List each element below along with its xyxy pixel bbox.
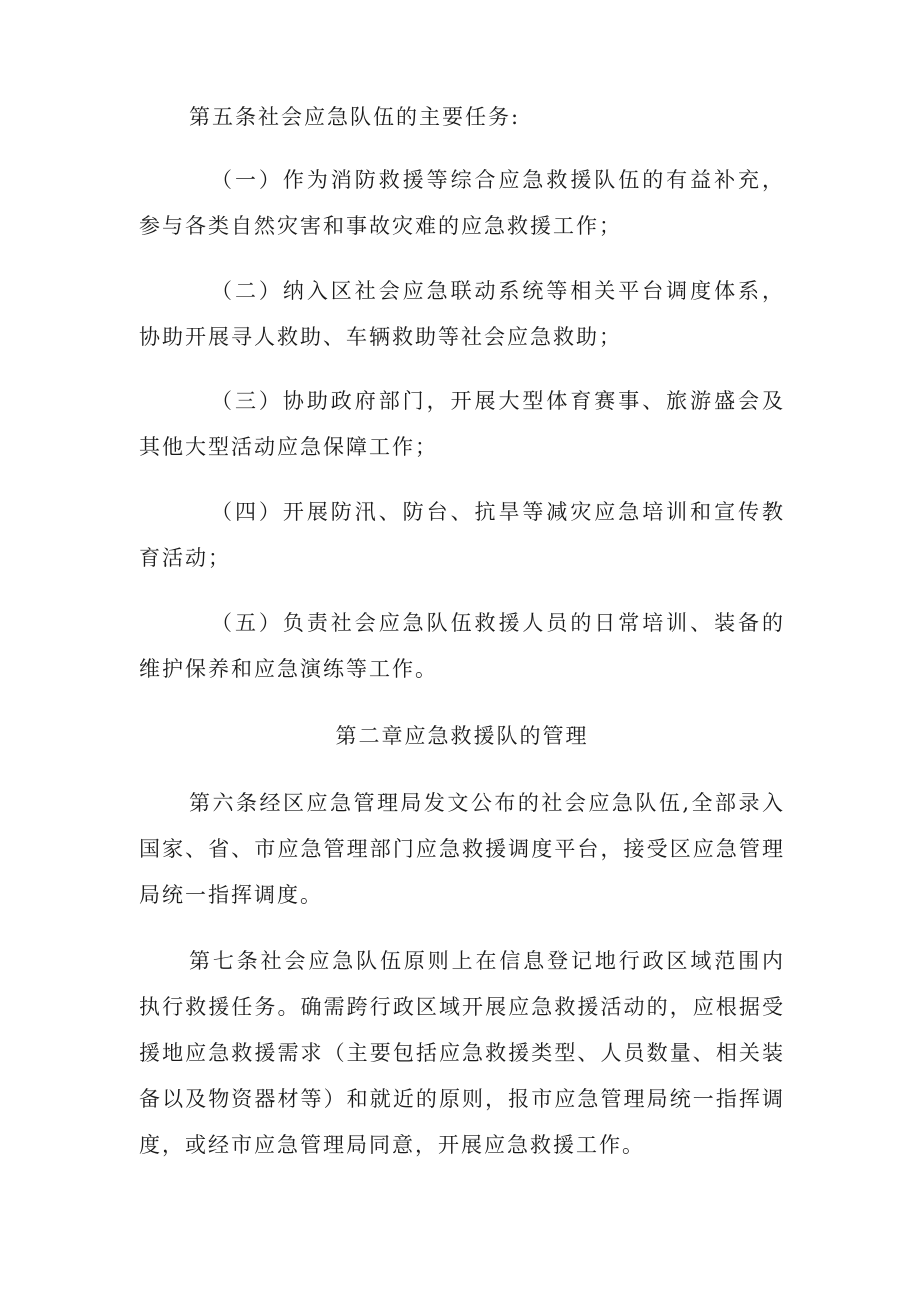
chapter-2-title: 第二章应急救援队的管理: [335, 724, 589, 748]
article-5-item-5: （五）负责社会应急队伍救援人员的日常培训、装备的维护保养和应急演练等工作。: [139, 611, 785, 681]
article-5-title: 第五条社会应急队伍的主要任务:: [189, 105, 521, 129]
article-5-item-2: （二）纳入区社会应急联动系统等相关平台调度体系，协助开展寻人救助、车辆救助等社会应急救助；: [139, 279, 785, 349]
article-5-item-4: （四）开展防汛、防台、抗旱等减灾应急培训和宣传教育活动；: [139, 500, 785, 570]
article-5-item-1: （一）作为消防救援等综合应急救援队伍的有益补充，参与各类自然灾害和事故灾难的应急救援工作；: [139, 168, 785, 238]
article-5-item-3: （三）协助政府部门，开展大型体育赛事、旅游盛会及其他大型活动应急保障工作；: [139, 389, 785, 459]
article-7: 第七条社会应急队伍原则上在信息登记地行政区域范围内执行救援任务。确需跨行政区域开展应急救援活动的，应根据受援地应急救援需求（主要包括应急救援类型、人员数量、相关装备以及物资器材等）和就近的原则，报市应急管理局统一指挥调度，或经市应急管理局同意，开展应急救援工作。: [139, 949, 785, 1157]
article-6: 第六条经区应急管理局发文公布的社会应急队伍,全部录入国家、省、市应急管理部门应急救援调度平台，接受区应急管理局统一指挥调度。: [139, 791, 785, 907]
